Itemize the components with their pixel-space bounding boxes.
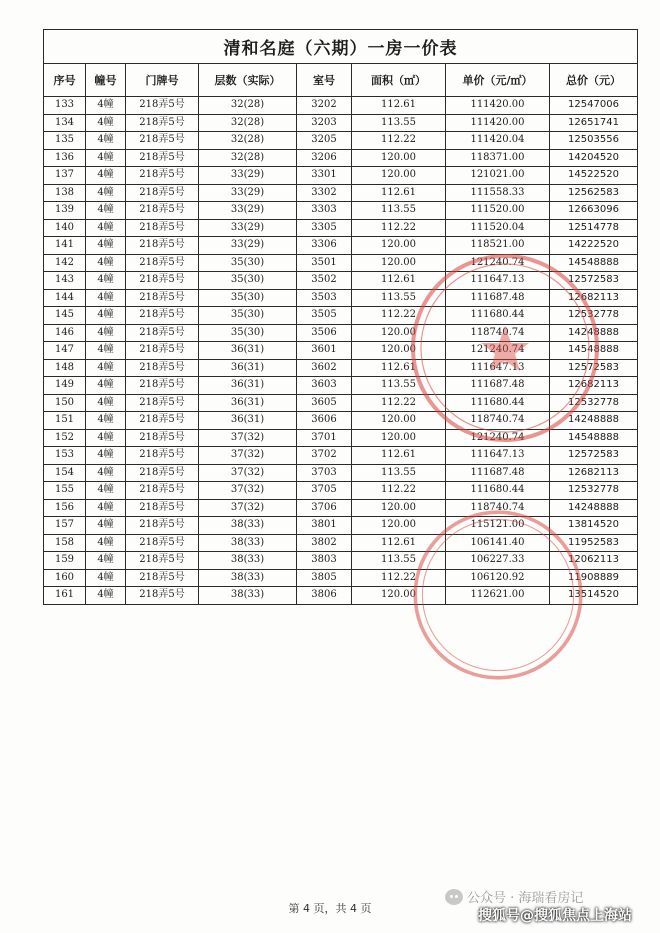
total-price-cell: 12572583: [550, 359, 638, 377]
row-number-cell: 149: [44, 377, 86, 395]
page-number: 第 4 页，共 4 页: [288, 902, 372, 915]
row-number-cell: 158: [44, 534, 86, 552]
row-number-cell: 145: [44, 307, 86, 325]
door-number-cell: 218弄5号: [126, 219, 199, 237]
area-cell: 120.00: [352, 412, 446, 430]
room-number-cell: 3802: [297, 534, 352, 552]
door-number-cell: 218弄5号: [126, 499, 199, 517]
unit-price-cell: 111647.13: [446, 272, 550, 290]
unit-price-cell: 106120.92: [446, 569, 550, 587]
unit-price-cell: 111687.48: [446, 289, 550, 307]
room-number-cell: 3605: [297, 394, 352, 412]
area-cell: 113.55: [352, 202, 446, 220]
floor-cell: 37(32): [199, 482, 297, 500]
floor-cell: 33(29): [199, 184, 297, 202]
floor-cell: 35(30): [199, 254, 297, 272]
building-number-cell: 4幢: [86, 517, 126, 535]
row-number-cell: 137: [44, 167, 86, 185]
total-price-cell: 12651741: [550, 114, 638, 132]
price-table-container: [43, 29, 637, 605]
row-number-cell: 154: [44, 464, 86, 482]
column-header: 序号: [44, 64, 86, 97]
area-cell: 120.00: [352, 254, 446, 272]
area-cell: 120.00: [352, 342, 446, 360]
table-row: [44, 307, 638, 325]
door-number-cell: 218弄5号: [126, 237, 199, 255]
room-number-cell: 3702: [297, 447, 352, 465]
door-number-cell: 218弄5号: [126, 587, 199, 605]
total-price-cell: 12532778: [550, 394, 638, 412]
building-number-cell: 4幢: [86, 132, 126, 150]
floor-cell: 37(32): [199, 447, 297, 465]
room-number-cell: 3202: [297, 97, 352, 115]
total-price-cell: 12562583: [550, 184, 638, 202]
floor-cell: 36(31): [199, 342, 297, 360]
column-header: 门牌号: [126, 64, 199, 97]
total-price-cell: 12682113: [550, 464, 638, 482]
door-number-cell: 218弄5号: [126, 412, 199, 430]
floor-cell: 33(29): [199, 219, 297, 237]
door-number-cell: 218弄5号: [126, 132, 199, 150]
door-number-cell: 218弄5号: [126, 534, 199, 552]
table-row: [44, 324, 638, 342]
total-price-cell: 12682113: [550, 289, 638, 307]
table-row: [44, 97, 638, 115]
area-cell: 120.00: [352, 149, 446, 167]
column-header: 幢号: [86, 64, 126, 97]
table-row: [44, 447, 638, 465]
row-number-cell: 138: [44, 184, 86, 202]
floor-cell: 32(28): [199, 149, 297, 167]
area-cell: 120.00: [352, 499, 446, 517]
building-number-cell: 4幢: [86, 184, 126, 202]
unit-price-cell: 118740.74: [446, 324, 550, 342]
unit-price-cell: 121240.74: [446, 429, 550, 447]
building-number-cell: 4幢: [86, 569, 126, 587]
unit-price-cell: 111420.00: [446, 97, 550, 115]
building-number-cell: 4幢: [86, 587, 126, 605]
room-number-cell: 3203: [297, 114, 352, 132]
room-number-cell: 3805: [297, 569, 352, 587]
table-row: [44, 289, 638, 307]
door-number-cell: 218弄5号: [126, 307, 199, 325]
total-price-cell: 14248888: [550, 412, 638, 430]
wechat-watermark: [445, 887, 583, 906]
wechat-watermark-text: 公众号 · 海瑞看房记: [467, 891, 584, 906]
building-number-cell: 4幢: [86, 377, 126, 395]
row-number-cell: 150: [44, 394, 86, 412]
door-number-cell: 218弄5号: [126, 114, 199, 132]
row-number-cell: 155: [44, 482, 86, 500]
table-row: [44, 237, 638, 255]
floor-cell: 32(28): [199, 114, 297, 132]
area-cell: 112.61: [352, 534, 446, 552]
total-price-cell: 13514520: [550, 587, 638, 605]
row-number-cell: 139: [44, 202, 86, 220]
room-number-cell: 3306: [297, 237, 352, 255]
unit-price-cell: 121240.74: [446, 342, 550, 360]
table-row: [44, 342, 638, 360]
unit-price-cell: 111680.44: [446, 394, 550, 412]
door-number-cell: 218弄5号: [126, 202, 199, 220]
table-row: [44, 412, 638, 430]
row-number-cell: 161: [44, 587, 86, 605]
room-number-cell: 3806: [297, 587, 352, 605]
unit-price-cell: 111520.04: [446, 219, 550, 237]
building-number-cell: 4幢: [86, 324, 126, 342]
sohu-watermark: 搜狐号@搜狐焦点上海站: [478, 908, 632, 924]
room-number-cell: 3302: [297, 184, 352, 202]
building-number-cell: 4幢: [86, 237, 126, 255]
table-row: [44, 464, 638, 482]
area-cell: 112.61: [352, 272, 446, 290]
table-row: [44, 394, 638, 412]
column-header: 单价（元/㎡）: [446, 64, 550, 97]
table-row: [44, 149, 638, 167]
door-number-cell: 218弄5号: [126, 377, 199, 395]
floor-cell: 38(33): [199, 534, 297, 552]
area-cell: 112.61: [352, 97, 446, 115]
door-number-cell: 218弄5号: [126, 254, 199, 272]
total-price-cell: 12514778: [550, 219, 638, 237]
door-number-cell: 218弄5号: [126, 272, 199, 290]
door-number-cell: 218弄5号: [126, 289, 199, 307]
door-number-cell: 218弄5号: [126, 359, 199, 377]
total-price-cell: 13814520: [550, 517, 638, 535]
room-number-cell: 3705: [297, 482, 352, 500]
row-number-cell: 153: [44, 447, 86, 465]
building-number-cell: 4幢: [86, 534, 126, 552]
area-cell: 113.55: [352, 377, 446, 395]
door-number-cell: 218弄5号: [126, 517, 199, 535]
building-number-cell: 4幢: [86, 254, 126, 272]
area-cell: 112.22: [352, 219, 446, 237]
row-number-cell: 142: [44, 254, 86, 272]
unit-price-cell: 106227.33: [446, 552, 550, 570]
total-price-cell: 12503556: [550, 132, 638, 150]
table-row: [44, 499, 638, 517]
area-cell: 113.55: [352, 552, 446, 570]
area-cell: 112.22: [352, 132, 446, 150]
building-number-cell: 4幢: [86, 482, 126, 500]
unit-price-cell: 111647.13: [446, 447, 550, 465]
floor-cell: 38(33): [199, 517, 297, 535]
unit-price-cell: 118371.00: [446, 149, 550, 167]
row-number-cell: 136: [44, 149, 86, 167]
building-number-cell: 4幢: [86, 167, 126, 185]
row-number-cell: 133: [44, 97, 86, 115]
area-cell: 112.22: [352, 482, 446, 500]
unit-price-cell: 112621.00: [446, 587, 550, 605]
row-number-cell: 147: [44, 342, 86, 360]
unit-price-cell: 118740.74: [446, 499, 550, 517]
row-number-cell: 134: [44, 114, 86, 132]
door-number-cell: 218弄5号: [126, 464, 199, 482]
door-number-cell: 218弄5号: [126, 569, 199, 587]
area-cell: 112.61: [352, 447, 446, 465]
area-cell: 112.22: [352, 307, 446, 325]
unit-price-cell: 111687.48: [446, 377, 550, 395]
unit-price-cell: 111680.44: [446, 307, 550, 325]
floor-cell: 37(32): [199, 429, 297, 447]
floor-cell: 36(31): [199, 412, 297, 430]
total-price-cell: 14248888: [550, 324, 638, 342]
unit-price-cell: 115121.00: [446, 517, 550, 535]
row-number-cell: 143: [44, 272, 86, 290]
room-number-cell: 3701: [297, 429, 352, 447]
room-number-cell: 3803: [297, 552, 352, 570]
door-number-cell: 218弄5号: [126, 167, 199, 185]
row-number-cell: 152: [44, 429, 86, 447]
room-number-cell: 3505: [297, 307, 352, 325]
unit-price-cell: 111558.33: [446, 184, 550, 202]
door-number-cell: 218弄5号: [126, 184, 199, 202]
total-price-cell: 12572583: [550, 272, 638, 290]
building-number-cell: 4幢: [86, 464, 126, 482]
floor-cell: 36(31): [199, 377, 297, 395]
room-number-cell: 3706: [297, 499, 352, 517]
area-cell: 120.00: [352, 167, 446, 185]
building-number-cell: 4幢: [86, 272, 126, 290]
door-number-cell: 218弄5号: [126, 482, 199, 500]
unit-price-cell: 111687.48: [446, 464, 550, 482]
door-number-cell: 218弄5号: [126, 342, 199, 360]
total-price-cell: 12547006: [550, 97, 638, 115]
row-number-cell: 146: [44, 324, 86, 342]
area-cell: 112.61: [352, 184, 446, 202]
building-number-cell: 4幢: [86, 342, 126, 360]
table-row: [44, 184, 638, 202]
door-number-cell: 218弄5号: [126, 552, 199, 570]
row-number-cell: 159: [44, 552, 86, 570]
table-header-row: [44, 64, 638, 97]
building-number-cell: 4幢: [86, 307, 126, 325]
area-cell: 113.55: [352, 289, 446, 307]
table-row: [44, 377, 638, 395]
building-number-cell: 4幢: [86, 429, 126, 447]
table-row: [44, 482, 638, 500]
document-title: 清和名庭（六期）一房一价表: [44, 30, 638, 64]
row-number-cell: 151: [44, 412, 86, 430]
door-number-cell: 218弄5号: [126, 447, 199, 465]
building-number-cell: 4幢: [86, 97, 126, 115]
area-cell: 120.00: [352, 429, 446, 447]
column-header: 层数（实际）: [199, 64, 297, 97]
table-row: [44, 587, 638, 605]
building-number-cell: 4幢: [86, 202, 126, 220]
total-price-cell: 12532778: [550, 307, 638, 325]
area-cell: 112.61: [352, 359, 446, 377]
floor-cell: 33(29): [199, 167, 297, 185]
total-price-cell: 12663096: [550, 202, 638, 220]
wechat-icon: [445, 889, 463, 905]
row-number-cell: 144: [44, 289, 86, 307]
total-price-cell: 14548888: [550, 342, 638, 360]
total-price-cell: 11908889: [550, 569, 638, 587]
building-number-cell: 4幢: [86, 447, 126, 465]
floor-cell: 35(30): [199, 307, 297, 325]
building-number-cell: 4幢: [86, 114, 126, 132]
room-number-cell: 3603: [297, 377, 352, 395]
total-price-cell: 12532778: [550, 482, 638, 500]
table-row: [44, 569, 638, 587]
row-number-cell: 135: [44, 132, 86, 150]
total-price-cell: 14522520: [550, 167, 638, 185]
building-number-cell: 4幢: [86, 552, 126, 570]
room-number-cell: 3801: [297, 517, 352, 535]
floor-cell: 38(33): [199, 569, 297, 587]
row-number-cell: 157: [44, 517, 86, 535]
room-number-cell: 3303: [297, 202, 352, 220]
area-cell: 113.55: [352, 464, 446, 482]
floor-cell: 35(30): [199, 272, 297, 290]
floor-cell: 37(32): [199, 464, 297, 482]
row-number-cell: 156: [44, 499, 86, 517]
room-number-cell: 3206: [297, 149, 352, 167]
building-number-cell: 4幢: [86, 289, 126, 307]
room-number-cell: 3703: [297, 464, 352, 482]
unit-price-cell: 118740.74: [446, 412, 550, 430]
table-row: [44, 167, 638, 185]
building-number-cell: 4幢: [86, 394, 126, 412]
table-row: [44, 202, 638, 220]
floor-cell: 35(30): [199, 324, 297, 342]
unit-price-cell: 106141.40: [446, 534, 550, 552]
table-row: [44, 517, 638, 535]
building-number-cell: 4幢: [86, 499, 126, 517]
room-number-cell: 3501: [297, 254, 352, 272]
row-number-cell: 141: [44, 237, 86, 255]
unit-price-cell: 121240.74: [446, 254, 550, 272]
area-cell: 120.00: [352, 237, 446, 255]
total-price-cell: 14548888: [550, 254, 638, 272]
building-number-cell: 4幢: [86, 219, 126, 237]
room-number-cell: 3503: [297, 289, 352, 307]
area-cell: 120.00: [352, 517, 446, 535]
door-number-cell: 218弄5号: [126, 324, 199, 342]
room-number-cell: 3601: [297, 342, 352, 360]
total-price-cell: 12062113: [550, 552, 638, 570]
area-cell: 113.55: [352, 114, 446, 132]
room-number-cell: 3301: [297, 167, 352, 185]
floor-cell: 38(33): [199, 552, 297, 570]
total-price-cell: 12682113: [550, 377, 638, 395]
total-price-cell: 14248888: [550, 499, 638, 517]
total-price-cell: 12572583: [550, 447, 638, 465]
floor-cell: 36(31): [199, 394, 297, 412]
building-number-cell: 4幢: [86, 412, 126, 430]
table-row: [44, 272, 638, 290]
table-body: [44, 97, 638, 605]
row-number-cell: 140: [44, 219, 86, 237]
unit-price-cell: 111420.04: [446, 132, 550, 150]
table-row: [44, 219, 638, 237]
floor-cell: 32(28): [199, 132, 297, 150]
table-row: [44, 132, 638, 150]
area-cell: 120.00: [352, 587, 446, 605]
column-header: 总价（元）: [550, 64, 638, 97]
unit-price-cell: 111420.00: [446, 114, 550, 132]
room-number-cell: 3205: [297, 132, 352, 150]
building-number-cell: 4幢: [86, 149, 126, 167]
building-number-cell: 4幢: [86, 359, 126, 377]
total-price-cell: 11952583: [550, 534, 638, 552]
unit-price-cell: 111647.13: [446, 359, 550, 377]
floor-cell: 36(31): [199, 359, 297, 377]
room-number-cell: 3606: [297, 412, 352, 430]
total-price-cell: 14548888: [550, 429, 638, 447]
door-number-cell: 218弄5号: [126, 149, 199, 167]
floor-cell: 37(32): [199, 499, 297, 517]
room-number-cell: 3502: [297, 272, 352, 290]
unit-price-cell: 121021.00: [446, 167, 550, 185]
door-number-cell: 218弄5号: [126, 429, 199, 447]
table-row: [44, 552, 638, 570]
room-number-cell: 3305: [297, 219, 352, 237]
area-cell: 120.00: [352, 324, 446, 342]
floor-cell: 32(28): [199, 97, 297, 115]
price-table: [43, 29, 638, 605]
unit-price-cell: 111680.44: [446, 482, 550, 500]
row-number-cell: 160: [44, 569, 86, 587]
room-number-cell: 3506: [297, 324, 352, 342]
room-number-cell: 3602: [297, 359, 352, 377]
unit-price-cell: 118521.00: [446, 237, 550, 255]
floor-cell: 38(33): [199, 587, 297, 605]
table-row: [44, 114, 638, 132]
floor-cell: 33(29): [199, 202, 297, 220]
column-header: 面积（㎡）: [352, 64, 446, 97]
area-cell: 112.22: [352, 569, 446, 587]
table-row: [44, 254, 638, 272]
total-price-cell: 14204520: [550, 149, 638, 167]
floor-cell: 33(29): [199, 237, 297, 255]
column-header: 室号: [297, 64, 352, 97]
door-number-cell: 218弄5号: [126, 394, 199, 412]
row-number-cell: 148: [44, 359, 86, 377]
table-row: [44, 359, 638, 377]
total-price-cell: 14222520: [550, 237, 638, 255]
unit-price-cell: 111520.00: [446, 202, 550, 220]
table-row: [44, 534, 638, 552]
door-number-cell: 218弄5号: [126, 97, 199, 115]
floor-cell: 35(30): [199, 289, 297, 307]
area-cell: 112.22: [352, 394, 446, 412]
table-row: [44, 429, 638, 447]
